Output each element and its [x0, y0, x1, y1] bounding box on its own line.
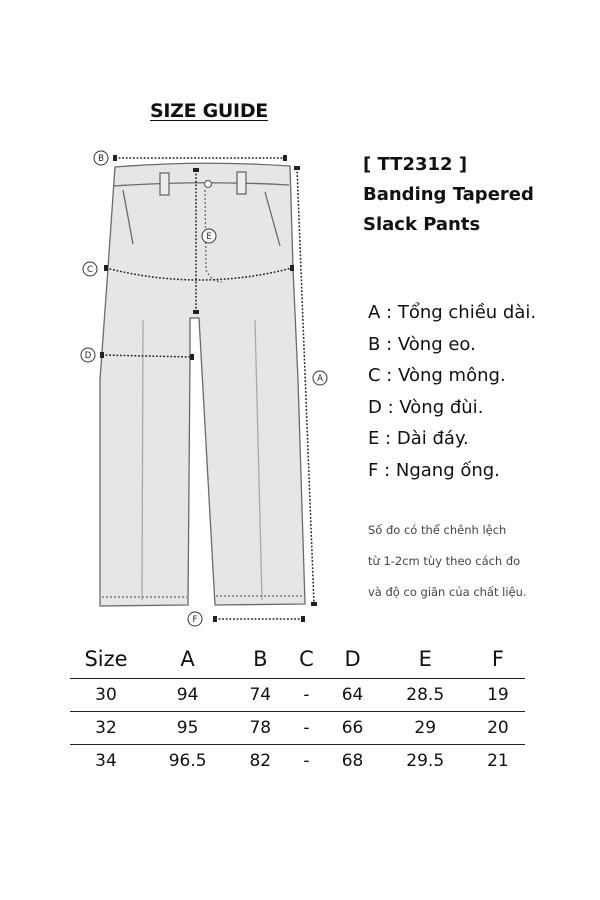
table-row	[70, 712, 525, 745]
measurement-note	[368, 515, 527, 608]
product-name-line2: Slack Pants	[363, 214, 481, 235]
note-line: Số đo có thể chênh lệch	[368, 523, 507, 537]
belt-loop	[160, 173, 169, 195]
column-header: Size	[84, 647, 128, 671]
belt-loop	[237, 172, 246, 194]
marker-a	[313, 371, 327, 385]
column-header: A	[180, 647, 195, 671]
size-table	[70, 640, 525, 777]
table-cell: 29	[380, 712, 471, 745]
size-guide-title: SIZE GUIDE	[150, 100, 268, 122]
legend-item-e: E : Dài đáy.	[368, 428, 469, 449]
marker-d	[81, 348, 95, 362]
note-line: từ 1-2cm tùy theo cách đo	[368, 554, 521, 568]
column-header: D	[344, 647, 361, 671]
table-cell: 66	[326, 712, 380, 745]
legend-item-b: B : Vòng eo.	[368, 333, 476, 355]
table-cell: 19	[471, 679, 525, 712]
marker-c	[83, 262, 97, 276]
table-cell: 20	[471, 712, 525, 745]
table-cell: 32	[70, 712, 142, 745]
note-line: và độ co giãn của chất liệu.	[368, 585, 527, 599]
svg-text:B: B	[98, 154, 104, 164]
marker-b	[94, 151, 108, 165]
table-header-row	[70, 640, 525, 679]
table-cell: 21	[471, 745, 525, 778]
table-row	[70, 745, 525, 778]
table-cell: 28.5	[380, 679, 471, 712]
table-cell: -	[287, 679, 325, 712]
table-cell: 95	[142, 712, 233, 745]
table-row	[70, 679, 525, 712]
table-cell: 30	[70, 679, 142, 712]
table-cell: 96.5	[142, 745, 233, 778]
product-code: [ TT2312 ]	[363, 154, 468, 175]
product-name-line1: Banding Tapered	[363, 184, 534, 205]
table-cell: 34	[70, 745, 142, 778]
table-cell: 68	[326, 745, 380, 778]
button	[205, 181, 212, 188]
svg-text:D: D	[84, 351, 92, 361]
table-cell: -	[287, 712, 325, 745]
table-cell: 74	[233, 679, 287, 712]
legend-item-c: C : Vòng mông.	[368, 365, 506, 386]
column-header: B	[253, 647, 268, 671]
legend-item-d: D : Vòng đùi.	[368, 396, 484, 418]
column-header: E	[418, 647, 432, 671]
table-cell: 29.5	[380, 745, 471, 778]
column-header: C	[299, 647, 314, 671]
legend-item-a: A : Tổng chiều dài.	[368, 302, 537, 323]
svg-text:F: F	[192, 615, 198, 625]
svg-text:A: A	[317, 374, 323, 384]
marker-e	[202, 229, 216, 243]
table-cell: 82	[233, 745, 287, 778]
product-info	[363, 150, 534, 240]
pants-illustration	[100, 163, 305, 606]
svg-text:C: C	[87, 265, 93, 275]
column-header: F	[491, 647, 504, 671]
table-cell: 78	[233, 712, 287, 745]
measurement-legend	[368, 297, 536, 486]
legend-item-f: F : Ngang ống.	[368, 459, 500, 481]
svg-text:E: E	[206, 232, 212, 242]
table-cell: 94	[142, 679, 233, 712]
table-cell: -	[287, 745, 325, 778]
table-cell: 64	[326, 679, 380, 712]
marker-f	[188, 612, 202, 626]
